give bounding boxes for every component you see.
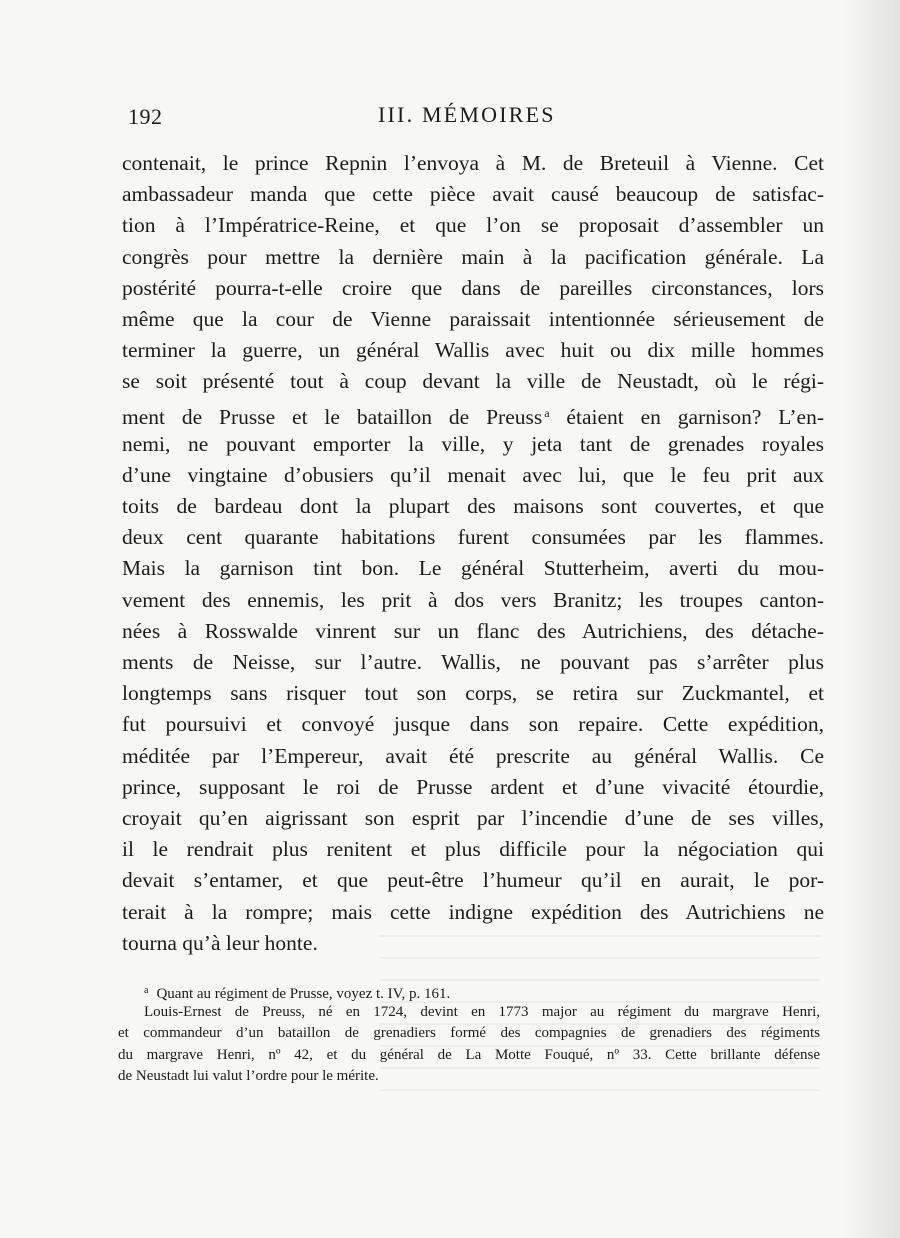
text-line: méditée par l’Empereur, avait été prescrite au général Wallis. Ce	[122, 743, 824, 768]
text-line-with-footnote	[122, 398, 824, 429]
page-number: 192	[128, 104, 163, 129]
text-line: tion à l’Impératrice-Reine, et que l’on se proposait d’assembler un	[122, 213, 824, 238]
text-line: devait s’entamer, et que peut-être l’humeur qu’il en aurait, le por-	[122, 868, 824, 893]
text-line: nées à Rosswalde vinrent sur un flanc des Autrichiens, des détache-	[122, 618, 824, 643]
text-line: contenait, le prince Repnin l’envoya à M. de Breteuil à Vienne. Cet	[122, 151, 824, 175]
text-line: toits de bardeau dont la plupart des maisons sont couvertes, et que	[122, 494, 824, 519]
text-line-start: ment de Prusse et le bataillon de Preuss	[122, 404, 543, 429]
text-line: croyait qu’en aigrissant son esprit par l’incendie d’une de ses villes,	[122, 805, 824, 830]
footnote-line: Louis-Ernest de Preuss, né en 1724, devint en 1773 major au régiment du margrave Henri,	[144, 1003, 820, 1020]
text-line: il le rendrait plus renitent et plus difficile pour la négociation qui	[122, 837, 824, 862]
text-line: terminer la guerre, un général Wallis avec huit ou dix mille hommes	[122, 338, 824, 363]
footnote-line: et commandeur d’un bataillon de grenadiers formé des compagnies de grenadiers des régiments	[118, 1025, 820, 1041]
footnote-marker[interactable]: a	[544, 405, 550, 420]
text-line: postérité pourra-t-elle croire que dans de pareilles circonstances, lors	[122, 275, 824, 300]
text-line: ments de Neisse, sur l’autre. Wallis, ne pouvant pas s’arrêter plus	[122, 650, 824, 674]
text-line: vement des ennemis, les prit à dos vers Branitz; les troupes canton-	[122, 587, 824, 612]
text-line: Mais la garnison tint bon. Le général Stutterheim, averti du mou-	[122, 556, 824, 581]
text-line: prince, supposant le roi de Prusse ardent et d’une vivacité étourdie,	[122, 774, 824, 799]
footnote-a	[118, 980, 820, 1002]
text-line: même que la cour de Vienne paraissait intentionnée sérieusement de	[122, 306, 824, 331]
footnotes	[118, 980, 820, 1088]
text-line: nemi, ne pouvant emporter la ville, y jeta tant de grenades royales	[122, 431, 824, 456]
text-line: deux cent quarante habitations furent consumées par les flammes.	[122, 525, 824, 550]
text-line: fut poursuivi et convoyé jusque dans son repaire. Cette expédition,	[122, 712, 824, 737]
page-header	[128, 100, 568, 134]
main-text	[122, 148, 824, 959]
text-line-last: tourna qu’à leur honte.	[122, 930, 318, 955]
page-edge-shadow	[840, 0, 900, 1238]
footnote-line-last: de Neustadt lui valut l’ordre pour le mérite.	[118, 1068, 379, 1084]
running-title: III. MÉMOIRES	[378, 102, 556, 127]
footnote-line: du margrave Henri, nº 42, et du général de La Motte Fouqué, nº 33. Cette brillante défense	[118, 1046, 820, 1063]
text-line: terait à la rompre; mais cette indigne expédition des Autrichiens ne	[122, 899, 824, 924]
text-line: ambassadeur manda que cette pièce avait causé beaucoup de satisfac-	[122, 182, 824, 207]
footnote-a-text: Quant au régiment de Prusse, voyez t. IV, p. 161.	[156, 986, 451, 1002]
text-line-end: étaient en garnison? L’en-	[549, 404, 824, 429]
text-line: congrès pour mettre la dernière main à la pacification générale. La	[122, 244, 824, 269]
text-line: longtemps sans risquer tout son corps, se retira sur Zuckmantel, et	[122, 681, 824, 706]
text-line: se soit présenté tout à coup devant la ville de Neustadt, où le régi-	[122, 369, 824, 394]
footnote-label: a	[144, 985, 149, 996]
text-line: d’une vingtaine d’obusiers qu’il menait avec lui, que le feu prit aux	[122, 462, 824, 487]
